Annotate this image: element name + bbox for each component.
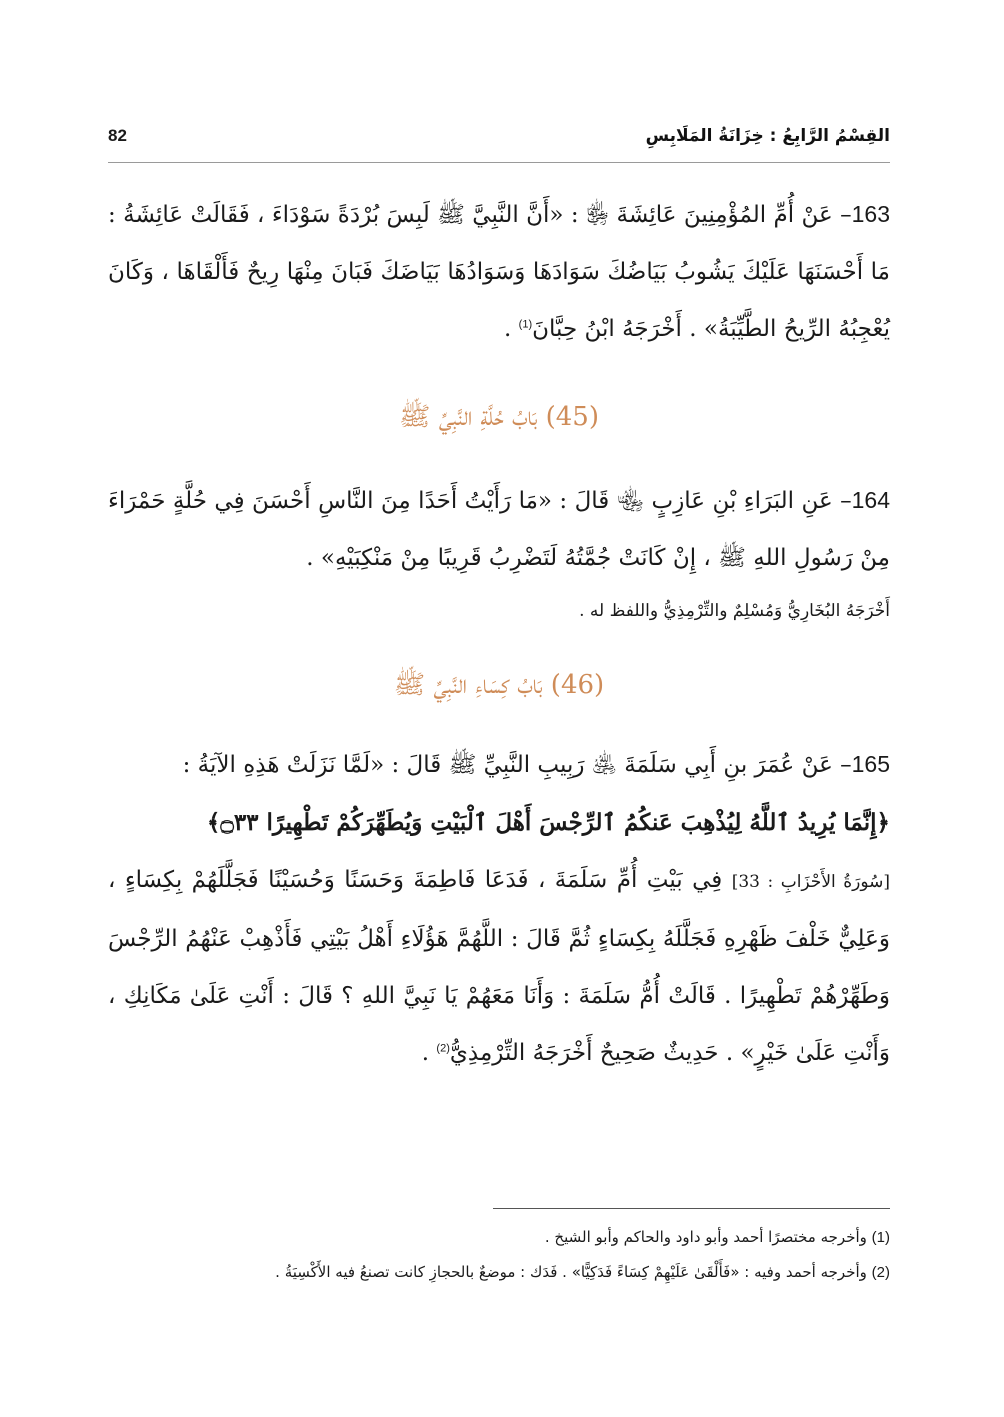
hadith-165 (108, 736, 890, 1082)
running-header (108, 122, 890, 158)
footnote-ref-2[interactable]: (2) (436, 1042, 450, 1055)
footnote-1 (108, 1220, 890, 1255)
header-divider (108, 162, 890, 163)
quran-verse: ﴿إِنَّمَا يُرِيدُ ٱللَّهُ لِيُذْهِبَ عَنكُمُ ٱلرِّجْسَ أَهْلَ ٱلْبَيْتِ وَيُطَهِّرَكُمْ تَطْهِيرًا ۝٣٣﴾ (206, 809, 890, 836)
chapter-heading-45: (45) بَابُ حُلَّةِ النَّبِيِّ ﷺ (399, 402, 599, 432)
footnotes (108, 1220, 890, 1290)
footnote-2 (108, 1255, 890, 1290)
section-title: القِسْمُ الرَّابِعُ : خِزَانَةُ المَلَابِسِ (645, 126, 890, 146)
hadith-text-continued: فِي بَيْتِ أُمِّ سَلَمَةَ ، فَدَعَا فَاطِمَةَ وَحَسَنًا وَحُسَيْنًا فَجَلَّلَهُمْ بِكِسَاءٍ ، وَعَلِيٌّ خَلْفَ ظَهْرِهِ فَجَلَّلَهُ بِكِسَاءٍ ثُمَّ قَالَ : اللَّهُمَّ هَؤُلَاءِ أَهْلُ بَيْتِي فَأَذْهِبْ عَنْهُمُ الرِّجْسَ وَطَهِّرْهُمْ تَطْهِيرًا . قَالَتْ أُمُّ سَلَمَةَ : وَأَنَا مَعَهُمْ يَا نَبِيَّ اللهِ ؟ قَالَ : أَنْتِ عَلَىٰ مَكَانِكِ ، وَأَنْتِ عَلَىٰ خَيْرٍ» . حَدِيثٌ صَحِيحٌ أَخْرَجَهُ التِّرْمِذِيُّ (108, 867, 891, 1066)
hadith-number: 163 (851, 201, 890, 227)
footnote-text: وأخرجه مختصرًا أحمد وأبو داود والحاكم وأبو الشيخ . (544, 1228, 872, 1246)
hadith-source: أَخْرَجَهُ البُخَارِيُّ وَمُسْلِمٌ والتِّرْمِذِيُّ واللفظ له . (579, 601, 890, 621)
page-number: 82 (108, 126, 127, 145)
hadith-text: – عَنْ أُمِّ المُؤْمِنِينَ عَائِشَةَ ﵂ : «أَنَّ النَّبِيَّ ﷺ لَبِسَ بُرْدَةً سَوْدَاءَ ، فَقَالَتْ عَائِشَةُ : مَا أَحْسَنَهَا عَلَيْكَ يَشُوبُ بَيَاضُكَ سَوَادَهَا وَسَوَادُهَا بَيَاضَكَ فَبَانَ مِنْهَا رِيحٌ فَأَلْقَاهَا ، وَكَانَ يُعْجِبُهُ الرِّيحُ الطَّيِّبَةُ» . أَخْرَجَهُ ابْنُ حِبَّانَ (108, 202, 890, 342)
chapter-heading-46: (46) بَابُ كِسَاءِ النَّبِيِّ ﷺ (393, 670, 605, 700)
hadith-end: . (504, 316, 519, 342)
footnote-divider (493, 1208, 890, 1209)
surah-reference: [سُورَةُ الأَحْزَابِ : 33] (731, 872, 891, 892)
hadith-text: – عَنْ عُمَرَ بنِ أَبِي سَلَمَةَ ﵁ رَبِيبِ النَّبِيِّ ﷺ قَالَ : «لَمَّا نَزَلَتْ هَذِهِ الآيَةُ : (182, 752, 852, 778)
hadith-end: . (421, 1040, 437, 1066)
footnote-ref-1[interactable]: (1) (518, 318, 533, 331)
footnote-label: (1) (871, 1229, 890, 1246)
hadith-163 (108, 186, 890, 358)
hadith-text: – عَنِ البَرَاءِ بْنِ عَازِبٍ ﵄ قَالَ : «مَا رَأَيْتُ أَحَدًا مِنَ النَّاسِ أَحْسَنَ فِي حُلَّةٍ حَمْرَاءَ مِنْ رَسُولِ اللهِ ﷺ ، إِنْ كَانَتْ جُمَّتُهُ لَتَضْرِبُ قَرِيبًا مِنْ مَنْكِبَيْهِ» . (108, 488, 890, 571)
hadith-164 (108, 472, 890, 635)
hadith-number: 164 (851, 487, 890, 513)
footnote-text: وأخرجه أحمد وفيه : «فَأَلْقَىٰ عَلَيْهِمْ كِسَاءً فَدَكِيًّا» . فَدَك : موضعٌ بالحجازِ كانت تصنعُ فيه الأَكْسِيَةُ . (275, 1263, 872, 1281)
hadith-number: 165 (851, 751, 890, 777)
footnote-label: (2) (871, 1264, 890, 1281)
